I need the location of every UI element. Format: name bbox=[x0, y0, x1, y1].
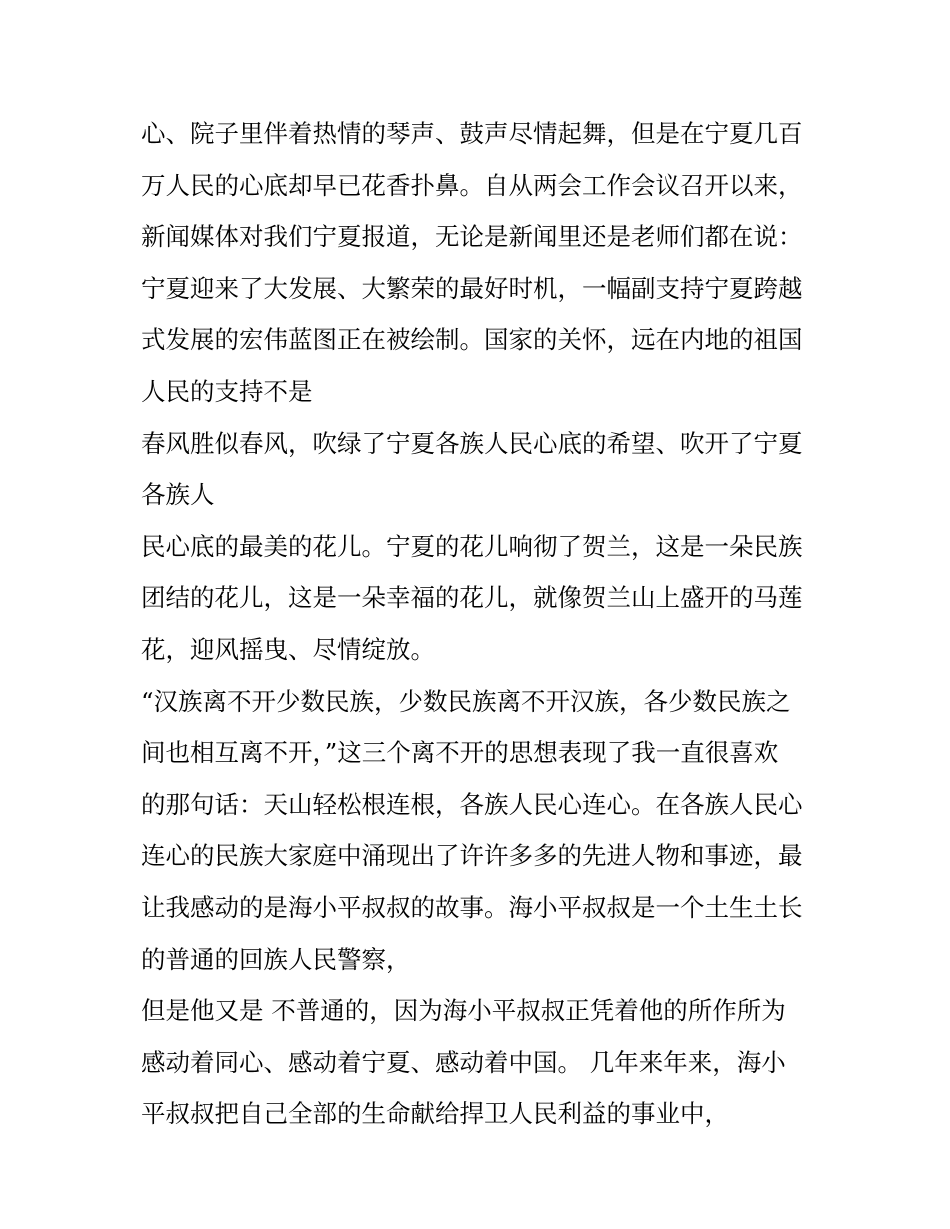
text-line: 团结的花儿，这是一朵幸福的花儿，就像贺兰山上盛开的马莲 bbox=[141, 583, 803, 613]
text-line: 平叔叔把自己全部的生命献给捍卫人民利益的事业中， bbox=[141, 1099, 729, 1129]
text-line: 新闻媒体对我们宁夏报道，无论是新闻里还是老师们都在说： bbox=[141, 222, 803, 252]
text-line: 连心的民族大家庭中涌现出了许许多多的先进人物和事迹，最 bbox=[141, 841, 803, 871]
text-line: 万人民的心底却早已花香扑鼻。自从两会工作会议召开以来， bbox=[141, 170, 803, 200]
text-line: 花，迎风摇曳、尽情绽放。 bbox=[141, 634, 435, 664]
text-line: 式发展的宏伟蓝图正在被绘制。国家的关怀，远在内地的祖国 bbox=[141, 325, 803, 355]
text-line: 宁夏迎来了大发展、大繁荣的最好时机，一幅副支持宁夏跨越 bbox=[141, 273, 803, 303]
text-line: 感动着同心、感动着宁夏、感动着中国。 几年来年来，海小 bbox=[141, 1047, 786, 1077]
text-line: 各族人 bbox=[141, 480, 215, 510]
text-line: 间也相互离不开，”这三个离不开的思想表现了我一直很喜欢 bbox=[141, 738, 779, 768]
text-line: 心、院子里伴着热情的琴声、鼓声尽情起舞，但是在宁夏几百 bbox=[141, 119, 803, 148]
text-line: 民心底的最美的花儿。宁夏的花儿响彻了贺兰，这是一朵民族 bbox=[141, 531, 803, 561]
text-line: 让我感动的是海小平叔叔的故事。海小平叔叔是一个土生土长 bbox=[141, 892, 803, 922]
text-line: 人民的支持不是 bbox=[141, 376, 313, 406]
text-line: 的普通的回族人民警察， bbox=[141, 944, 411, 974]
text-line: 春风胜似春风，吹绿了宁夏各族人民心底的希望、吹开了宁夏 bbox=[141, 428, 803, 458]
text-line: “汉族离不开少数民族，少数民族离不开汉族，各少数民族之 bbox=[141, 686, 791, 716]
body-text bbox=[141, 108, 821, 1140]
text-line: 的那句话：天山轻松根连根，各族人民心连心。在各族人民心 bbox=[141, 789, 803, 819]
text-line: 但是他又是 不普通的，因为海小平叔叔正凭着他的所作所为 bbox=[141, 996, 786, 1026]
